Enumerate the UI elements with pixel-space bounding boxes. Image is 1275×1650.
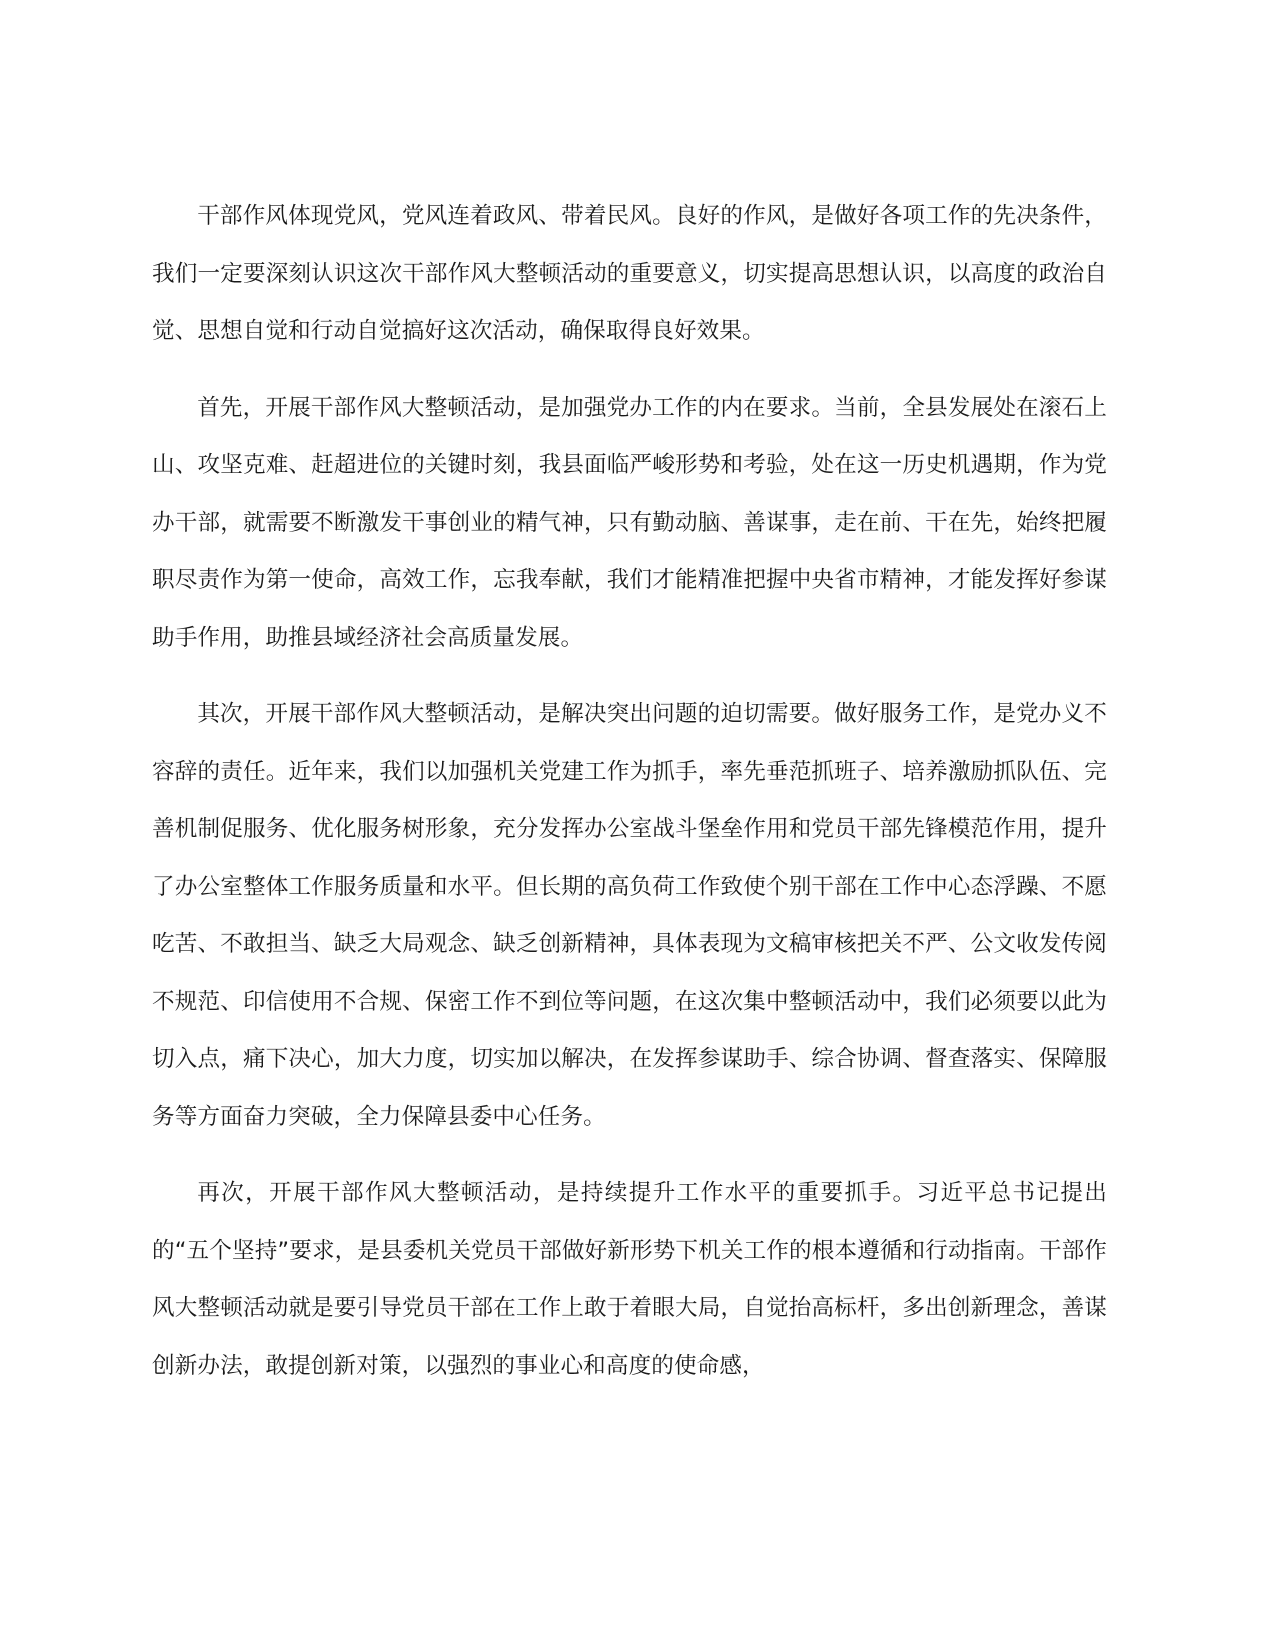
paragraph-intro: 干部作风体现党风，党风连着政风、带着民风。良好的作风，是做好各项工作的先决条件，我们一定要深刻认识这次干部作风大整顿活动的重要意义，切实提高思想认识，以高度的政治自觉、思想自觉和行动自觉搞好这次活动，确保取得良好效果。	[152, 203, 1107, 344]
paragraph-first-point: 首先，开展干部作风大整顿活动，是加强党办工作的内在要求。当前，全县发展处在滚石上山、攻坚克难、赶超进位的关键时刻，我县面临严峻形势和考验，处在这一历史机遇期，作为党办干部，就需要不断激发干事创业的精气神，只有勤动脑、善谋事，走在前、干在先，始终把履职尽责作为第一使命，高效工作，忘我奉献，我们才能精准把握中央省市精神，才能发挥好参谋助手作用，助推县域经济社会高质量发展。	[152, 394, 1107, 651]
document-body	[152, 188, 1107, 1395]
paragraph-third-point: 再次，开展干部作风大整顿活动，是持续提升工作水平的重要抓手。习近平总书记提出的“五个坚持”要求，是县委机关党员干部做好新形势下机关工作的根本遵循和行动指南。干部作风大整顿活动就是要引导党员干部在工作上敢于着眼大局，自觉抬高标杆，多出创新理念，善谋创新办法，敢提创新对策，以强烈的事业心和高度的使命感，	[152, 1180, 1107, 1379]
paragraph-second-point: 其次，开展干部作风大整顿活动，是解决突出问题的迫切需要。做好服务工作，是党办义不容辞的责任。近年来，我们以加强机关党建工作为抓手，率先垂范抓班子、培养激励抓队伍、完善机制促服务、优化服务树形象，充分发挥办公室战斗堡垒作用和党员干部先锋模范作用，提升了办公室整体工作服务质量和水平。但长期的高负荷工作致使个别干部在工作中心态浮躁、不愿吃苦、不敢担当、缺乏大局观念、缺乏创新精神，具体表现为文稿审核把关不严、公文收发传阅不规范、印信使用不合规、保密工作不到位等问题，在这次集中整顿活动中，我们必须要以此为切入点，痛下决心，加大力度，切实加以解决，在发挥参谋助手、综合协调、督查落实、保障服务等方面奋力突破，全力保障县委中心任务。	[152, 701, 1107, 1130]
